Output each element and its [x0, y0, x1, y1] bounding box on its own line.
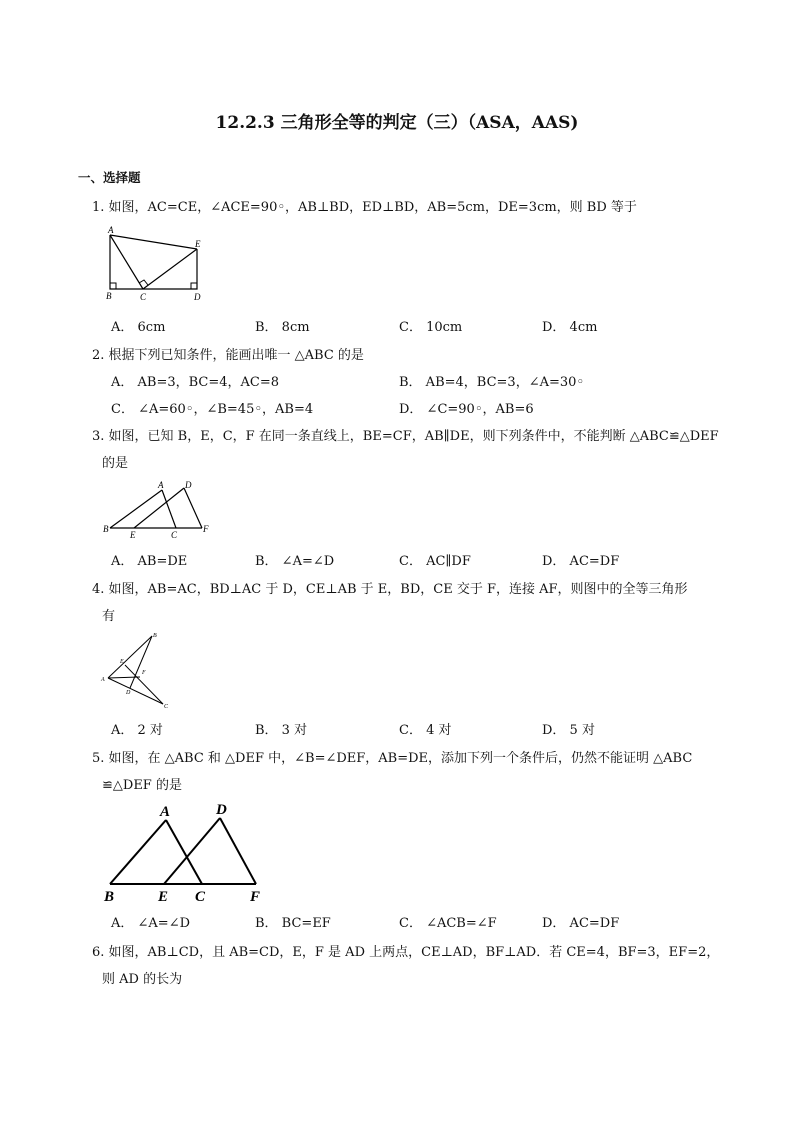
q1-option-b[interactable]: B． 8cm: [255, 320, 310, 335]
segment-AE: [110, 235, 197, 249]
segment-BD: [130, 636, 152, 688]
right-angle-mark-D: [191, 283, 197, 289]
q1-option-d[interactable]: D． 4cm: [542, 320, 598, 335]
label-D: D: [216, 802, 227, 818]
q5-option-c[interactable]: C． ∠ACB=∠F: [399, 916, 497, 931]
q3-option-d[interactable]: D． AC=DF: [542, 554, 620, 569]
label-F: F: [250, 889, 261, 905]
question-1-figure: [100, 225, 210, 305]
label-A: A: [108, 225, 114, 235]
question-5-text-cont: ≌△DEF 的是: [102, 778, 182, 793]
question-4-figure: [100, 630, 180, 712]
label-C: C: [140, 292, 147, 302]
q2-option-b[interactable]: B． AB=4，BC=3，∠A=30◦: [399, 375, 585, 390]
label-F: F: [203, 524, 209, 534]
label-B: B: [153, 633, 157, 639]
q5-option-d[interactable]: D． AC=DF: [542, 916, 620, 931]
label-A: A: [160, 804, 171, 820]
question-4-text-cont: 有: [102, 609, 116, 624]
q1-option-c[interactable]: C． 10cm: [399, 320, 463, 335]
segment-AB: [110, 490, 162, 528]
label-D: D: [194, 292, 201, 302]
question-5-figure: [100, 798, 270, 908]
page-title: 12.2.3 三角形全等的判定（三）（ASA，AAS): [215, 113, 579, 133]
question-1-text: 1. 如图，AC=CE，∠ACE=90◦，AB⊥BD，ED⊥BD，AB=5cm，DE=3cm，则 BD 等于: [92, 200, 637, 215]
segment-DE: [164, 818, 220, 884]
question-3-text-cont: 的是: [102, 456, 129, 471]
label-A: A: [158, 480, 164, 490]
label-B: B: [106, 291, 112, 301]
question-5-text: 5. 如图，在 △ABC 和 △DEF 中，∠B=∠DEF，AB=DE，添加下列一个条件后，仍然不能证明 △ABC: [92, 751, 693, 766]
q1-option-a[interactable]: A． 6cm: [111, 320, 166, 335]
label-D: D: [126, 690, 131, 696]
q5-option-a[interactable]: A． ∠A=∠D: [111, 916, 191, 931]
label-D: D: [185, 480, 192, 490]
question-3-text: 3. 如图，已知 B，E，C，F 在同一条直线上，BE=CF，AB∥DE，则下列条件中，不能判断 △ABC≌△DEF: [92, 429, 719, 444]
segment-CE: [143, 249, 197, 289]
segment-DF: [184, 488, 202, 528]
question-3-figure: [100, 478, 220, 543]
question-6-text-cont: 则 AD 的长为: [102, 972, 183, 987]
label-B: B: [103, 524, 109, 534]
label-E: E: [130, 530, 136, 540]
label-E: E: [158, 889, 169, 905]
segment-AB: [110, 820, 166, 884]
q3-option-b[interactable]: B． ∠A=∠D: [255, 554, 335, 569]
label-A: A: [101, 677, 105, 683]
q2-option-a[interactable]: A． AB=3，BC=4，AC=8: [111, 375, 280, 390]
q4-option-c[interactable]: C． 4 对: [399, 723, 452, 738]
right-angle-mark-B: [110, 283, 116, 289]
label-C: C: [171, 530, 178, 540]
q5-option-b[interactable]: B． BC=EF: [255, 916, 331, 931]
label-E: E: [120, 659, 124, 665]
q3-option-c[interactable]: C． AC∥DF: [399, 554, 471, 569]
q3-option-a[interactable]: A． AB=DE: [111, 554, 188, 569]
q4-option-b[interactable]: B． 3 对: [255, 723, 308, 738]
q4-option-a[interactable]: A． 2 对: [111, 723, 163, 738]
q2-option-d[interactable]: D． ∠C=90◦，AB=6: [399, 402, 534, 417]
segment-AF: [108, 677, 140, 678]
segment-AC: [108, 678, 163, 704]
segment-DE: [134, 488, 184, 528]
section-heading: 一、选择题: [78, 170, 141, 185]
label-B: B: [104, 889, 115, 905]
label-C: C: [195, 889, 206, 905]
label-C: C: [164, 704, 169, 710]
question-2-text: 2. 根据下列已知条件，能画出唯一 △ABC 的是: [92, 348, 364, 363]
q4-option-d[interactable]: D． 5 对: [542, 723, 595, 738]
q2-option-c[interactable]: C． ∠A=60◦，∠B=45◦，AB=4: [111, 402, 314, 417]
question-4-text: 4. 如图，AB=AC，BD⊥AC 于 D，CE⊥AB 于 E，BD，CE 交于 F，连接 AF，则图中的全等三角形: [92, 582, 688, 597]
label-E: E: [195, 239, 201, 249]
question-6-text: 6. 如图，AB⊥CD，且 AB=CD，E，F 是 AD 上两点，CE⊥AD，BF⊥AD．若 CE=4，BF=3，EF=2，: [92, 945, 720, 960]
segment-AC: [110, 235, 143, 289]
segment-DF: [220, 818, 256, 884]
label-F: F: [142, 670, 146, 676]
